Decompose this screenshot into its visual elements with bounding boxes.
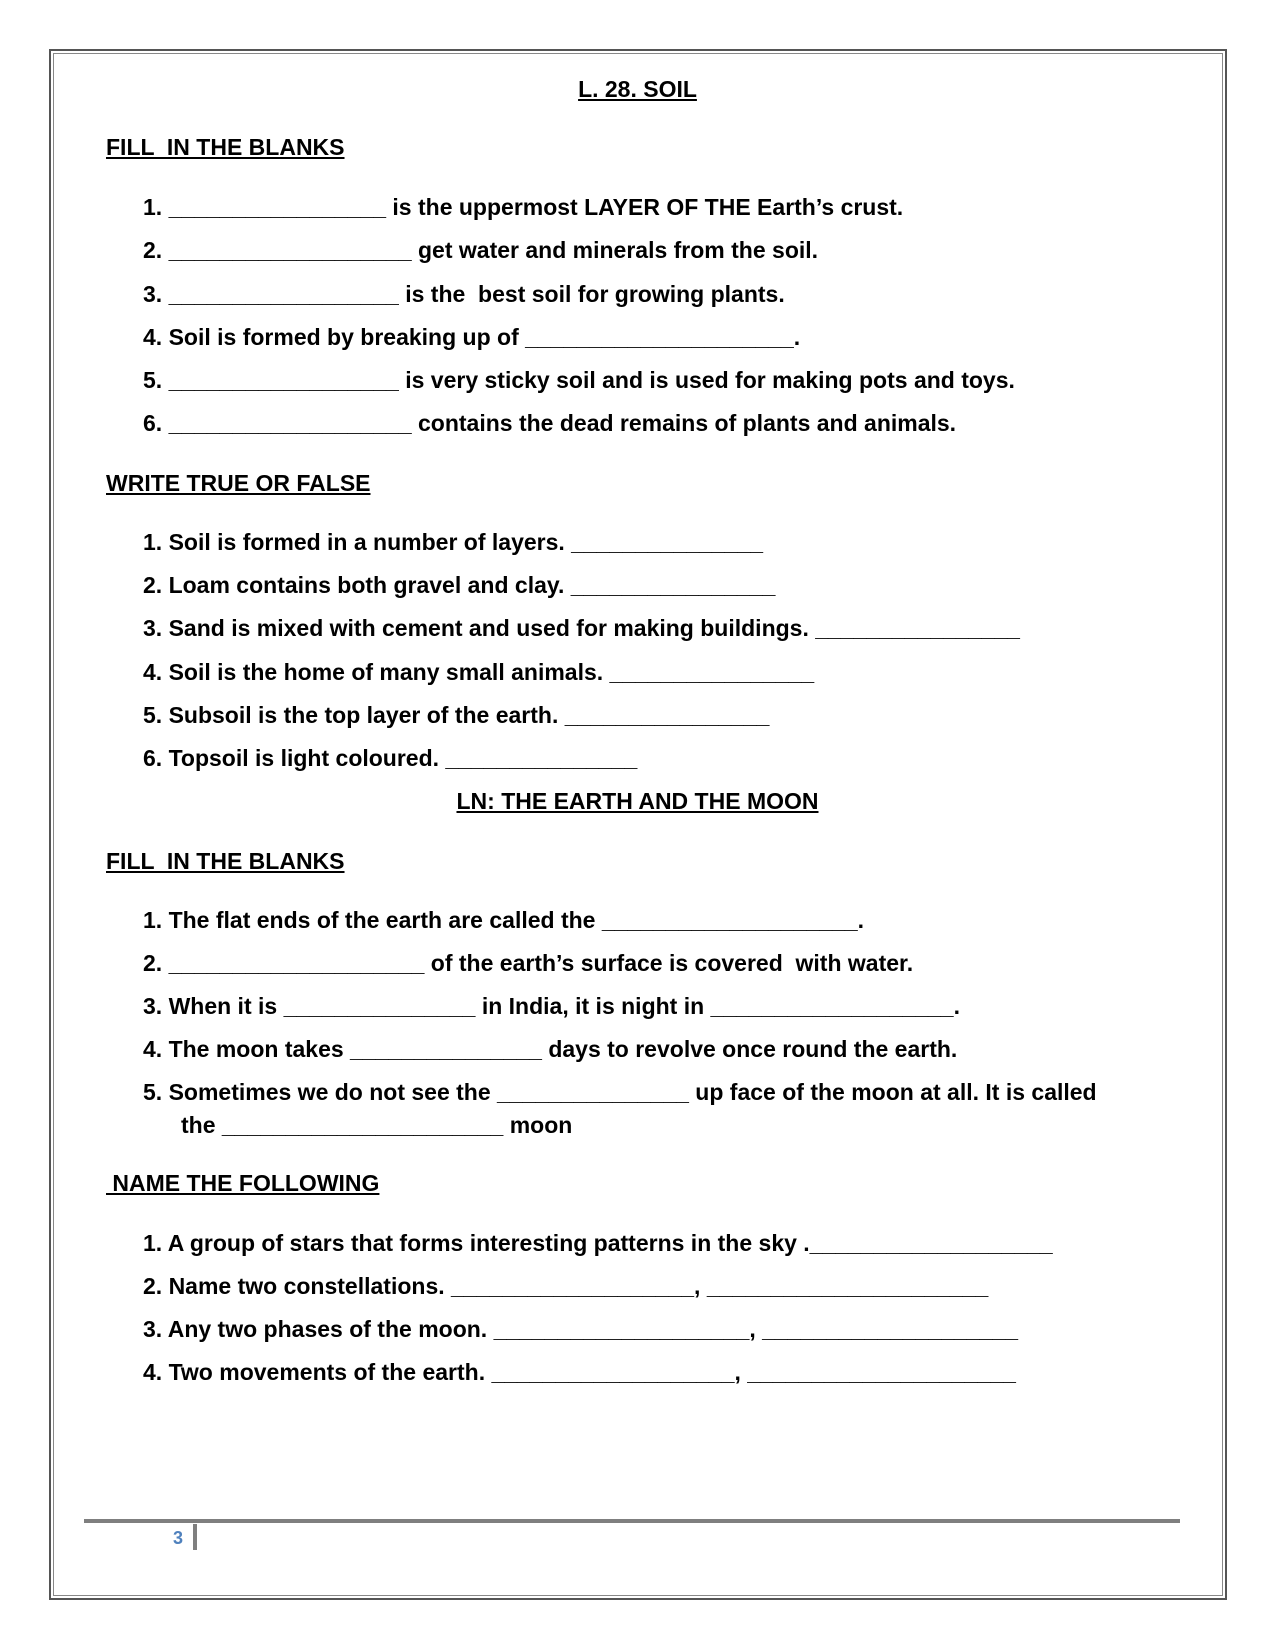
earth-title: LN: THE EARTH AND THE MOON [456, 788, 819, 814]
soil-fill-q3: 3. __________________ is the best soil for growing plants. [143, 281, 785, 307]
footer-rule [84, 1519, 1180, 1523]
soil-tf-heading: WRITE TRUE OR FALSE [106, 470, 371, 496]
soil-tf-q2: 2. Loam contains both gravel and clay. ________________ [143, 572, 776, 598]
earth-name-q2: 2. Name two constellations. ___________________, ______________________ [143, 1273, 989, 1299]
earth-fill-q2: 2. ____________________ of the earth’s surface is covered with water. [143, 950, 914, 976]
page-number-bar [193, 1524, 197, 1550]
soil-tf-q1: 1. Soil is formed in a number of layers. _______________ [143, 529, 764, 555]
soil-tf-q4: 4. Soil is the home of many small animals. ________________ [143, 659, 815, 685]
soil-fill-q2: 2. ___________________ get water and minerals from the soil. [143, 237, 819, 263]
soil-fill-q5: 5. __________________ is very sticky soil and is used for making pots and toys. [143, 367, 1015, 393]
soil-fill-q1: 1. _________________ is the uppermost LAYER OF THE Earth’s crust. [143, 194, 904, 220]
soil-fill-q4: 4. Soil is formed by breaking up of _____________________. [143, 324, 801, 350]
page-number: 3 [173, 1528, 184, 1548]
earth-fill-heading: FILL IN THE BLANKS [106, 848, 345, 874]
soil-title: L. 28. SOIL [578, 76, 697, 102]
earth-name-q3: 3. Any two phases of the moon. ____________________, ____________________ [143, 1316, 1019, 1342]
earth-fill-q1: 1. The flat ends of the earth are called the ____________________. [143, 907, 865, 933]
earth-fill-q5: 5. Sometimes we do not see the _______________ up face of the moon at all. It is called [143, 1079, 1097, 1105]
soil-fill-q6: 6. ___________________ contains the dead remains of plants and animals. [143, 410, 957, 436]
earth-fill-q5-continued: the ______________________ moon [181, 1112, 573, 1138]
earth-name-q4: 4. Two movements of the earth. ___________________, _____________________ [143, 1359, 1016, 1385]
earth-name-q1: 1. A group of stars that forms interesting patterns in the sky .___________________ [143, 1230, 1053, 1256]
soil-fill-heading: FILL IN THE BLANKS [106, 134, 345, 160]
earth-fill-q3: 3. When it is _______________ in India, it is night in ___________________. [143, 993, 960, 1019]
soil-tf-q5: 5. Subsoil is the top layer of the earth. ________________ [143, 702, 770, 728]
soil-tf-q6: 6. Topsoil is light coloured. _______________ [143, 745, 638, 771]
earth-fill-q4: 4. The moon takes _______________ days to revolve once round the earth. [143, 1036, 958, 1062]
earth-name-heading: NAME THE FOLLOWING [106, 1170, 380, 1196]
soil-tf-q3: 3. Sand is mixed with cement and used for making buildings. ________________ [143, 615, 1020, 641]
